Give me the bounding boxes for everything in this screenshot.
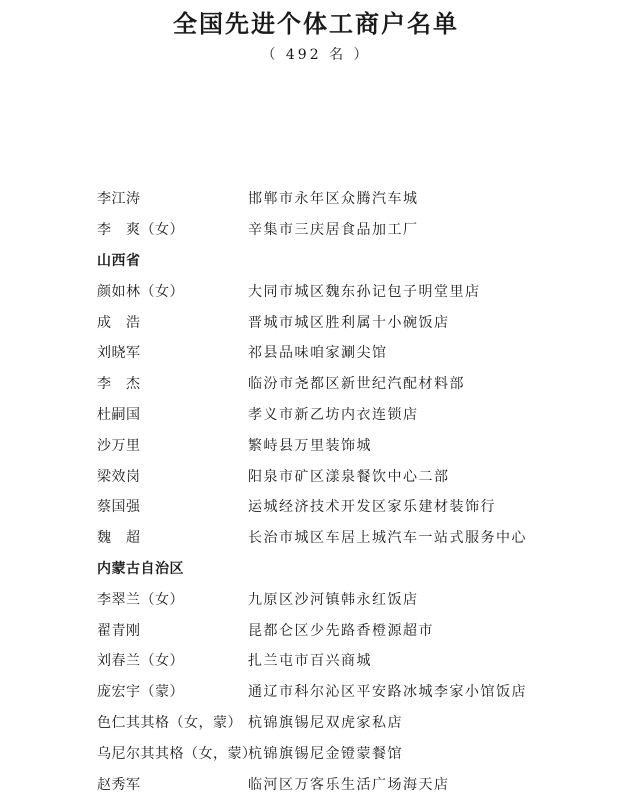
list-item xyxy=(97,214,617,245)
person-name: 沙万里 xyxy=(97,437,141,454)
business-name: 临河区万客乐生活广场海天店 xyxy=(248,776,450,793)
business-name: 九原区沙河镇韩永红饭店 xyxy=(248,591,419,608)
list-item xyxy=(97,399,617,430)
person-name: 梁效岗 xyxy=(97,468,141,485)
business-name: 运城经济技术开发区家乐建材装饰行 xyxy=(248,499,496,516)
business-name: 长治市城区车居上城汽车一站式服务中心 xyxy=(248,530,527,547)
list-item xyxy=(97,707,617,738)
person-name: 赵秀军 xyxy=(97,776,141,793)
person-name: 成 浩 xyxy=(97,314,141,331)
list-item xyxy=(97,275,617,306)
list-item xyxy=(97,429,617,460)
business-name: 祁县品味咱家涮尖馆 xyxy=(248,345,388,362)
business-name: 大同市城区魏东孙记包子明堂里店 xyxy=(248,283,481,300)
business-name: 繁峙县万里装饰城 xyxy=(248,437,372,454)
list-item xyxy=(97,768,617,799)
business-name: 杭锦旗锡尼金镫蒙餐馆 xyxy=(248,745,403,762)
person-name: 李江涛 xyxy=(97,191,141,208)
business-name: 邯郸市永年区众腾汽车城 xyxy=(248,191,419,208)
document-title: 全国先进个体工商户名单 xyxy=(173,10,459,38)
person-name: 刘晓军 xyxy=(97,345,141,362)
list-item xyxy=(97,522,617,553)
business-name: 孝义市新乙坊内衣连锁店 xyxy=(248,406,419,423)
person-name: 翟青刚 xyxy=(97,622,141,639)
list-item xyxy=(97,306,617,337)
list-item xyxy=(97,183,617,214)
person-name: 蔡国强 xyxy=(97,499,141,516)
name-list xyxy=(97,183,617,799)
person-name: 庞宏宇（蒙） xyxy=(97,684,184,701)
business-name: 辛集市三庆居食品加工厂 xyxy=(248,222,419,239)
person-name: 杜嗣国 xyxy=(97,406,141,423)
person-name: 李 杰 xyxy=(97,376,141,393)
list-item xyxy=(97,460,617,491)
person-name: 李翠兰（女） xyxy=(97,591,184,608)
person-name: 色仁其其格（女，蒙） xyxy=(97,714,242,731)
business-name: 通辽市科尔沁区平安路冰城李家小馆饭店 xyxy=(248,684,527,701)
list-item xyxy=(97,337,617,368)
list-item xyxy=(97,614,617,645)
list-item xyxy=(97,368,617,399)
list-item xyxy=(97,491,617,522)
person-name: 李 爽（女） xyxy=(97,222,184,239)
list-item xyxy=(97,583,617,614)
business-name: 扎兰屯市百兴商城 xyxy=(248,653,372,670)
person-name: 乌尼尔其其格（女，蒙） xyxy=(97,745,257,762)
business-name: 阳泉市矿区漾泉餐饮中心二部 xyxy=(248,468,450,485)
list-item xyxy=(97,737,617,768)
person-name: 刘春兰（女） xyxy=(97,653,184,670)
document-subtitle-count: （ 492 名 ） xyxy=(261,47,371,63)
business-name: 昆都仑区少先路香橙源超市 xyxy=(248,622,434,639)
person-name: 魏 超 xyxy=(97,530,141,547)
province-heading: 内蒙古自治区 xyxy=(97,560,184,577)
business-name: 临汾市尧都区新世纪汽配材料部 xyxy=(248,376,465,393)
list-item xyxy=(97,676,617,707)
province-heading: 山西省 xyxy=(97,252,141,269)
list-item xyxy=(97,645,617,676)
person-name: 颜如林（女） xyxy=(97,283,184,300)
business-name: 杭锦旗锡尼双虎家私店 xyxy=(248,714,403,731)
business-name: 晋城市城区胜利属十小碗饭店 xyxy=(248,314,450,331)
